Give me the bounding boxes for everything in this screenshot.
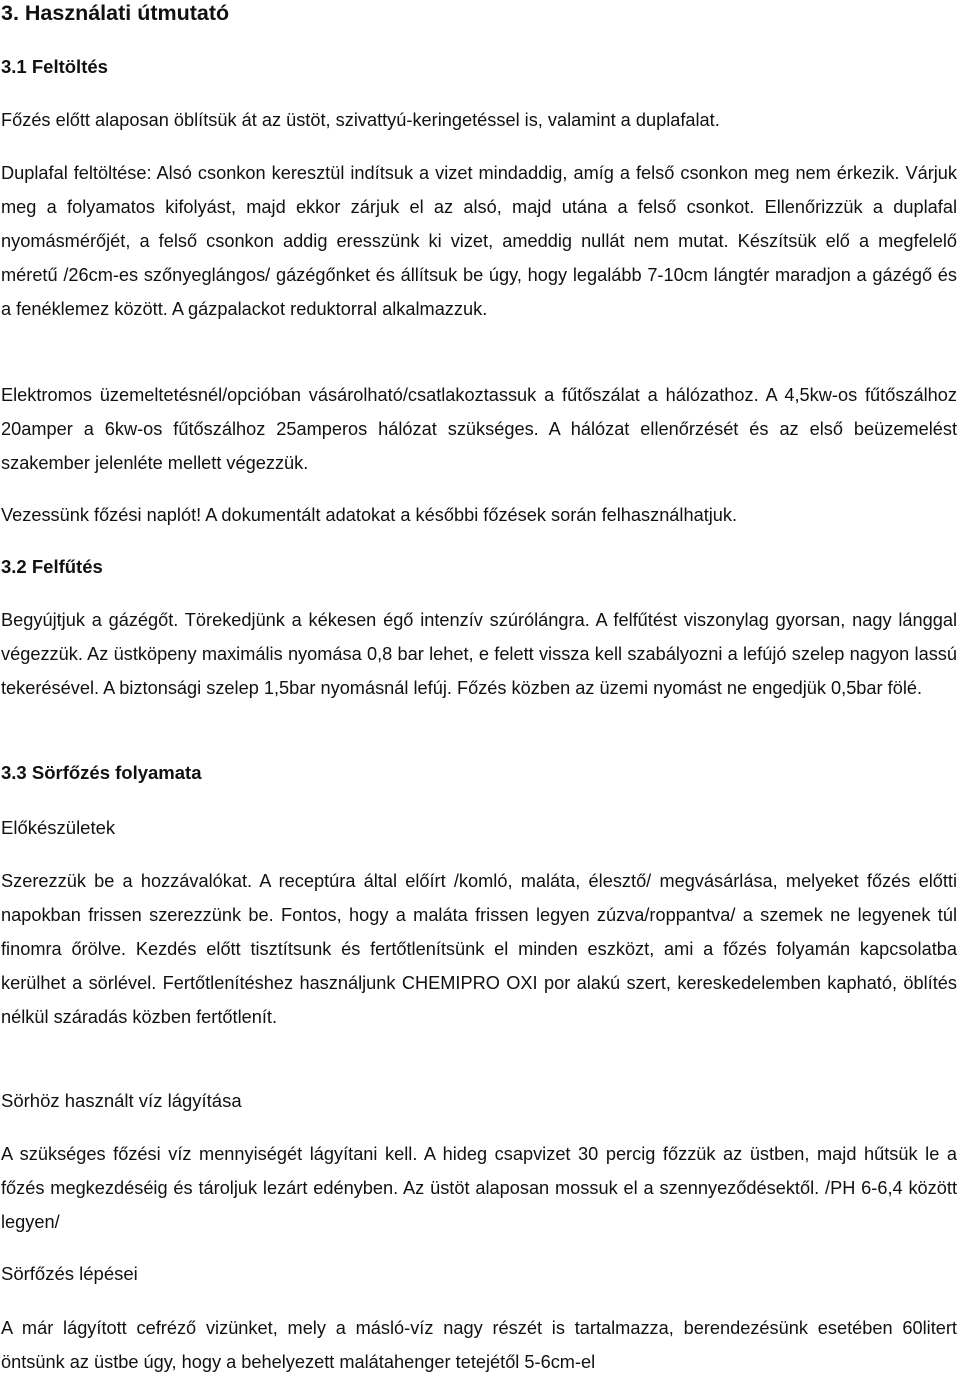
subheading-preparations: Előkészületek bbox=[1, 817, 116, 838]
heading-3-3: 3.3 Sörfőzés folyamata bbox=[1, 762, 202, 783]
paragraph-water-softening: A szükséges főzési víz mennyiségét lágyítani kell. A hideg csapvizet 30 percig főzzük az üstben, majd hűtsük le a főzés megkezdéséig és tároljuk lezárt edényben. Az üstöt alaposan mossuk el a szennyeződésektől. /PH 6-6,4 között legyen/ bbox=[1, 1144, 957, 1232]
paragraph-brewing-steps: A már lágyított cefréző vizünket, mely a másló-víz nagy részét is tartalmazza, berendezésünk esetében 60litert öntsünk az üstbe úgy, hogy a behelyezett malátahenger tetejétől 5-6cm-el bbox=[1, 1318, 957, 1372]
section-title: 3. Használati útmutató bbox=[1, 1, 230, 25]
paragraph-electric-operation: Elektromos üzemeltetésnél/opcióban vásárolható/csatlakoztassuk a fűtőszálat a hálózathoz. A 4,5kw-os fűtőszálhoz 20amper a 6kw-os fűtőszálhoz 25amperos hálózat szükséges. A hálózat ellenőrzését és az első beüzemelést szakember jelenléte mellett végezzük. bbox=[1, 385, 957, 473]
heading-3-1: 3.1 Feltöltés bbox=[1, 56, 108, 77]
subheading-water-softening: Sörhöz használt víz lágyítása bbox=[1, 1090, 242, 1111]
paragraph-preparations: Szerezzük be a hozzávalókat. A receptúra által előírt /komló, maláta, élesztő/ megvásárlása, melyeket főzés előtti napokban frissen szerezzünk be. Fontos, hogy a maláta frissen legyen zúzva/roppantva/ a szemek ne legyenek túl finomra őrölve. Kezdés előtt tisztítsunk és fertőtlenítsünk el minden eszközt, ami a főzés folyamán kapcsolatba kerülhet a sörlével. Fertőtlenítéshez használjunk CHEMIPRO OXI por alakú szert, kereskedelemben kapható, öblítés nélkül száradás közben fertőtlenít. bbox=[1, 871, 957, 1027]
paragraph-brewing-log: Vezessünk főzési naplót! A dokumentált adatokat a későbbi főzések során felhasználhatjuk. bbox=[1, 505, 738, 525]
paragraph-double-wall-filling: Duplafal feltöltése: Alsó csonkon keresztül indítsuk a vizet mindaddig, amíg a felső csonkon meg nem érkezik. Várjuk meg a folyamatos kifolyást, majd ekkor zárjuk el az alsó, majd utána a felső csonkot. Ellenőrizzük a duplafal nyomásmérőjét, a felső csonkon addig eresszünk ki vizet, ameddig nullát nem mutat. Készítsük elő a megfelelő méretű /26cm-es szőnyeglángos/ gázégőnket és állítsuk be úgy, hogy legalább 7-10cm lángtér maradjon a gázégő és a fenéklemez között. A gázpalackot reduktorral alkalmazzuk. bbox=[1, 163, 957, 319]
paragraph-heating: Begyújtjuk a gázégőt. Törekedjünk a kékesen égő intenzív szúrólángra. A felfűtést viszonylag gyorsan, nagy lánggal végezzük. Az üstköpeny maximális nyomása 0,8 bar lehet, e felett vissza kell szabályozni a lefújó szelep nagyon lassú tekerésével. A biztonsági szelep 1,5bar nyomásnál lefúj. Főzés közben az üzemi nyomást ne engedjük 0,5bar fölé. bbox=[1, 610, 957, 698]
subheading-brewing-steps: Sörfőzés lépései bbox=[1, 1263, 138, 1284]
paragraph-rinse: Főzés előtt alaposan öblítsük át az üstöt, szivattyú-keringetéssel is, valamint a duplafalat. bbox=[1, 110, 720, 130]
heading-3-2: 3.2 Felfűtés bbox=[1, 556, 103, 577]
